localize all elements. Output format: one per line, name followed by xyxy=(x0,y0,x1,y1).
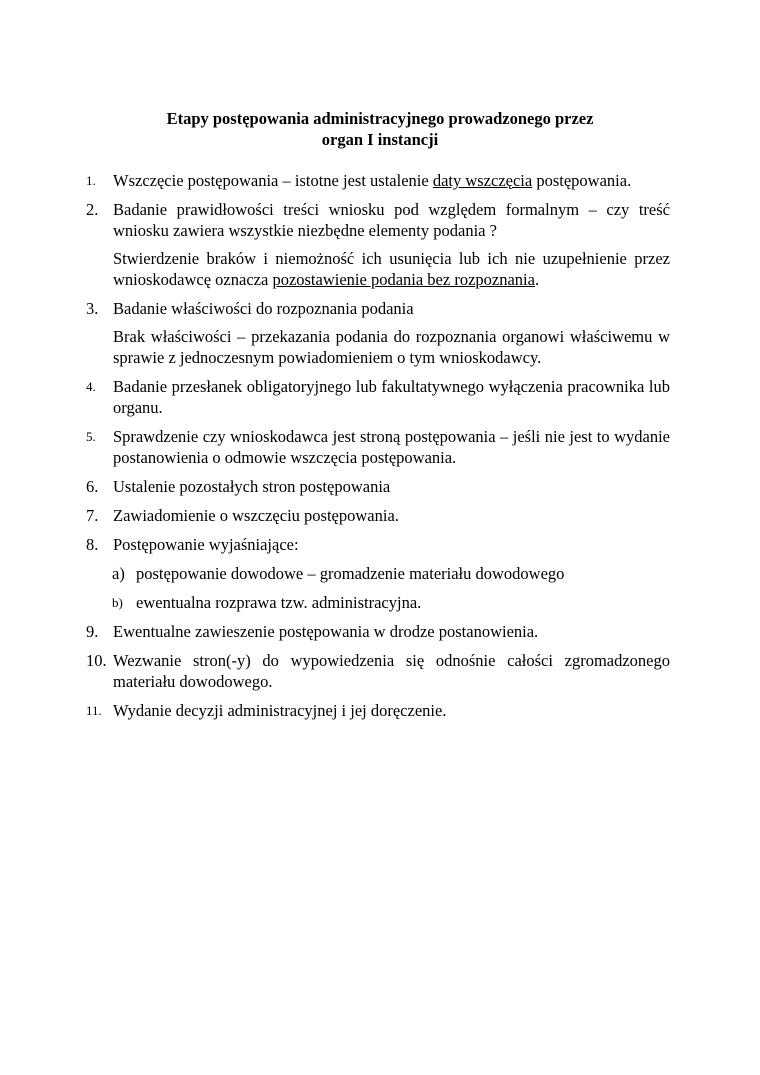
item-underlined-text: daty wszczęcia xyxy=(432,171,533,190)
item-text-end: postępowania. xyxy=(532,171,632,190)
stages-list xyxy=(0,170,760,721)
note-underlined-text: pozostawienie podania bez rozpoznania xyxy=(272,270,535,289)
list-item-11 xyxy=(86,700,670,721)
sub-item-text: postępowanie dowodowe – gromadzenie materiału dowodowego xyxy=(136,564,565,583)
item-text: Ewentualne zawieszenie postępowania w drodze postanowienia. xyxy=(113,622,539,641)
item-text: Postępowanie wyjaśniające: xyxy=(113,535,299,554)
item-text: Ustalenie pozostałych stron postępowania xyxy=(113,477,391,496)
item-number: 5. xyxy=(86,429,96,444)
list-item-4 xyxy=(86,376,670,418)
list-item-2 xyxy=(86,199,670,241)
item-number: 10. xyxy=(86,651,107,670)
sub-item-label: a) xyxy=(112,564,125,583)
list-item-6 xyxy=(86,476,670,497)
list-item-5 xyxy=(86,426,670,468)
item-number: 6. xyxy=(86,477,99,496)
item-text: Badanie właściwości do rozpoznania podania xyxy=(113,299,414,318)
item-text: Wydanie decyzji administracyjnej i jej doręczenie. xyxy=(113,701,447,720)
item-number: 4. xyxy=(86,379,96,394)
list-item-9 xyxy=(86,621,670,642)
item-text: Zawiadomienie o wszczęciu postępowania. xyxy=(113,506,399,525)
note-text: Brak właściwości – przekazania podania do rozpoznania organowi właściwemu w sprawie z jednoczesnym powiadomieniem o tym wnioskodawcy. xyxy=(113,327,670,367)
list-item-2-note xyxy=(113,248,670,290)
list-item-3-note xyxy=(113,326,670,368)
list-item-10 xyxy=(86,650,670,692)
item-number: 8. xyxy=(86,535,99,554)
item-number: 11. xyxy=(86,703,102,718)
sub-item-b xyxy=(112,592,670,613)
item-number: 7. xyxy=(86,506,99,525)
item-text: Wezwanie stron(-y) do wypowiedzenia się odnośnie całości zgromadzonego materiału dowodowego. xyxy=(113,651,670,691)
document-title xyxy=(0,108,760,150)
item-number: 2. xyxy=(86,200,99,219)
item-number: 3. xyxy=(86,299,99,318)
item-text: Badanie prawidłowości treści wniosku pod względem formalnym – czy treść wniosku zawiera wszystkie niezbędne elementy podania ? xyxy=(113,200,670,240)
sub-item-text: ewentualna rozprawa tzw. administracyjna. xyxy=(136,593,422,612)
item-number: 1. xyxy=(86,173,96,188)
title-line-2: organ I instancji xyxy=(321,130,439,149)
item-text: Sprawdzenie czy wnioskodawca jest stroną postępowania – jeśli nie jest to wydanie postanowienia o odmowie wszczęcia postępowania. xyxy=(113,427,670,467)
list-item-1 xyxy=(86,170,670,191)
note-text-end: . xyxy=(534,270,540,289)
sub-item-a xyxy=(112,563,670,584)
item-number: 9. xyxy=(86,622,99,641)
note-text: Stwierdzenie braków i niemożność ich usunięcia lub ich nie uzupełnienie przez wnioskodawcę oznacza xyxy=(113,249,670,289)
item-text: Badanie przesłanek obligatoryjnego lub fakultatywnego wyłączenia pracownika lub organu. xyxy=(113,377,670,417)
item-text: Wszczęcie postępowania – istotne jest ustalenie xyxy=(113,171,433,190)
list-item-8 xyxy=(86,534,670,555)
list-item-3 xyxy=(86,298,670,319)
sub-item-label: b) xyxy=(112,595,123,610)
list-item-7 xyxy=(86,505,670,526)
title-line-1: Etapy postępowania administracyjnego prowadzonego przez xyxy=(166,109,594,128)
